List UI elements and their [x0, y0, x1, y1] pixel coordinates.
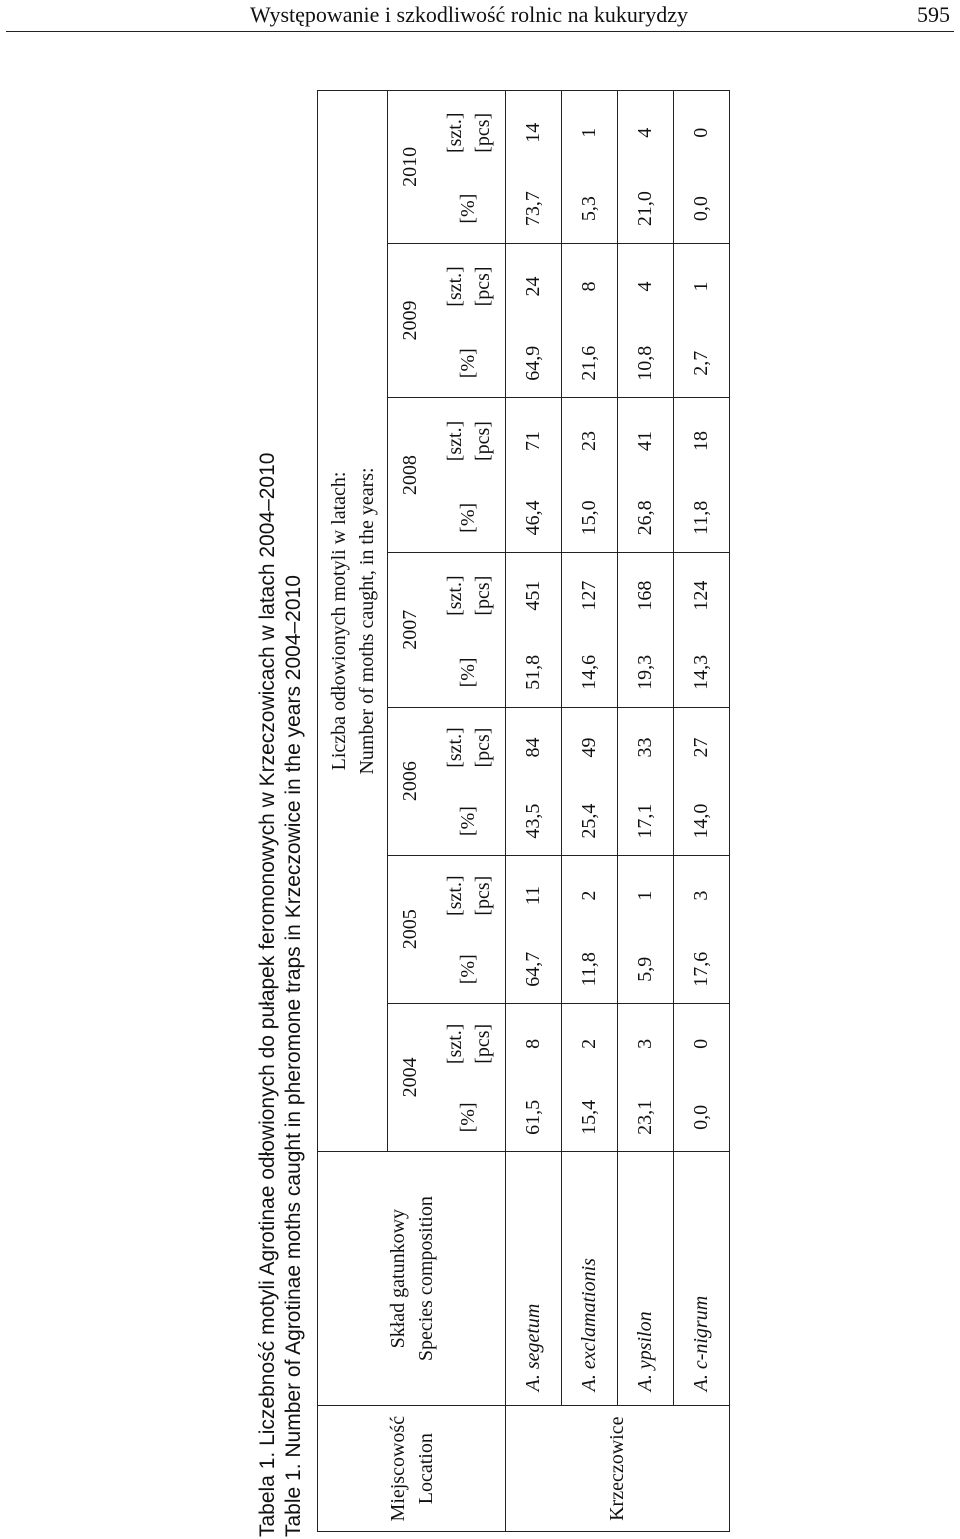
unit-count [433, 707, 506, 788]
year-header: 2009 [388, 243, 433, 398]
value-cell: 14,6 [562, 638, 618, 707]
species-cell: A. c-nigrum [674, 1151, 730, 1405]
table-caption [255, 137, 307, 1537]
value-cell: 2,7 [674, 329, 730, 398]
location-header [318, 1406, 506, 1532]
table-row [562, 91, 618, 1532]
value-cell: 25,4 [562, 788, 618, 856]
unit-count [433, 855, 506, 936]
unit-percent: [%] [433, 936, 506, 1004]
unit-pcs: [pcs] [471, 1023, 494, 1064]
table-row [506, 91, 562, 1532]
value-cell: 43,5 [506, 788, 562, 856]
header-row-1 [318, 91, 388, 1532]
value-cell: 5,3 [562, 175, 618, 244]
location-header-en: Location [414, 1433, 437, 1505]
unit-percent: [%] [433, 1084, 506, 1152]
value-cell: 64,9 [506, 329, 562, 398]
unit-szt: [szt.] [443, 1023, 466, 1065]
value-cell: 21,6 [562, 329, 618, 398]
unit-pcs: [pcs] [471, 112, 494, 153]
value-cell: 8 [506, 1003, 562, 1084]
table-row [618, 91, 674, 1532]
value-cell: 14,0 [674, 788, 730, 856]
value-cell: 2 [562, 1003, 618, 1084]
value-cell: 451 [506, 552, 562, 638]
unit-percent: [%] [433, 329, 506, 398]
value-cell: 0,0 [674, 175, 730, 244]
unit-pcs: [pcs] [471, 875, 494, 916]
value-cell: 73,7 [506, 175, 562, 244]
unit-percent: [%] [433, 175, 506, 244]
unit-pcs: [pcs] [471, 727, 494, 768]
unit-count [433, 243, 506, 329]
year-header: 2007 [388, 552, 433, 707]
value-cell: 26,8 [618, 484, 674, 553]
value-cell: 8 [562, 243, 618, 329]
page-number: 595 [917, 2, 950, 27]
species-cell: A. exclamationis [562, 1151, 618, 1405]
value-cell: 51,8 [506, 638, 562, 707]
value-cell: 15,4 [562, 1084, 618, 1152]
unit-pcs: [pcs] [471, 421, 494, 462]
value-cell: 21,0 [618, 175, 674, 244]
value-cell: 17,1 [618, 788, 674, 856]
unit-pcs: [pcs] [471, 575, 494, 616]
unit-szt: [szt.] [443, 266, 466, 307]
value-cell: 49 [562, 707, 618, 788]
value-cell: 18 [674, 398, 730, 484]
value-cell: 14,3 [674, 638, 730, 707]
value-cell: 168 [618, 552, 674, 638]
species-cell: A. segetum [506, 1151, 562, 1405]
unit-szt: [szt.] [443, 575, 466, 616]
value-cell: 61,5 [506, 1084, 562, 1152]
year-header: 2010 [388, 91, 433, 244]
value-cell: 1 [674, 243, 730, 329]
value-cell: 1 [562, 91, 618, 175]
species-header [318, 1151, 506, 1405]
year-header: 2006 [388, 707, 433, 855]
location-cell: Krzeczowice [506, 1406, 730, 1532]
value-cell: 27 [674, 707, 730, 788]
count-header-pl: Liczba odłowionych motyli w latach: [327, 471, 350, 771]
running-title: Występowanie i szkodliwość rolnic na kukurydzy [250, 2, 688, 27]
value-cell: 3 [618, 1003, 674, 1084]
value-cell: 5,9 [618, 936, 674, 1004]
year-header: 2005 [388, 855, 433, 1003]
value-cell: 0 [674, 1003, 730, 1084]
unit-szt: [szt.] [443, 420, 466, 462]
count-header-en: Number of moths caught, in the years: [355, 467, 378, 775]
value-cell: 1 [618, 855, 674, 936]
unit-pcs: [pcs] [471, 266, 494, 307]
year-header: 2008 [388, 398, 433, 553]
caption-polish: Tabela 1. Liczebność motyli Agrotinae odłowionych do pułapek feromonowych w Krzeczowicach w latach 2004–2010 [256, 452, 279, 1537]
count-header [318, 91, 388, 1152]
unit-count [433, 1003, 506, 1084]
value-cell: 3 [674, 855, 730, 936]
species-cell: A. ypsilon [618, 1151, 674, 1405]
value-cell: 17,6 [674, 936, 730, 1004]
unit-szt: [szt.] [443, 727, 466, 768]
unit-szt: [szt.] [443, 875, 466, 916]
value-cell: 14 [506, 91, 562, 175]
value-cell: 64,7 [506, 936, 562, 1004]
unit-percent: [%] [433, 788, 506, 856]
value-cell: 41 [618, 398, 674, 484]
year-header: 2004 [388, 1003, 433, 1151]
unit-percent: [%] [433, 638, 506, 707]
value-cell: 11 [506, 855, 562, 936]
species-header-en: Species composition [414, 1196, 437, 1362]
location-header-pl: Miejscowość [386, 1415, 409, 1522]
value-cell: 10,8 [618, 329, 674, 398]
value-cell: 4 [618, 243, 674, 329]
value-cell: 11,8 [674, 484, 730, 553]
unit-szt: [szt.] [443, 112, 466, 154]
value-cell: 23,1 [618, 1084, 674, 1152]
value-cell: 23 [562, 398, 618, 484]
value-cell: 0 [674, 91, 730, 175]
value-cell: 84 [506, 707, 562, 788]
unit-count [433, 91, 506, 175]
value-cell: 15,0 [562, 484, 618, 553]
unit-count [433, 552, 506, 638]
value-cell: 4 [618, 91, 674, 175]
value-cell: 33 [618, 707, 674, 788]
value-cell: 11,8 [562, 936, 618, 1004]
value-cell: 24 [506, 243, 562, 329]
value-cell: 46,4 [506, 484, 562, 553]
table-row [674, 91, 730, 1532]
caption-english: Table 1. Number of Agrotinae moths caught in pheromone traps in Krzeczowice in the years 2004–2010 [282, 575, 305, 1537]
value-cell: 19,3 [618, 638, 674, 707]
value-cell: 127 [562, 552, 618, 638]
unit-percent: [%] [433, 484, 506, 553]
value-cell: 124 [674, 552, 730, 638]
species-header-pl: Skład gatunkowy [386, 1208, 409, 1349]
value-cell: 2 [562, 855, 618, 936]
moth-count-table [317, 90, 730, 1532]
unit-count [433, 398, 506, 484]
value-cell: 0,0 [674, 1084, 730, 1152]
value-cell: 71 [506, 398, 562, 484]
